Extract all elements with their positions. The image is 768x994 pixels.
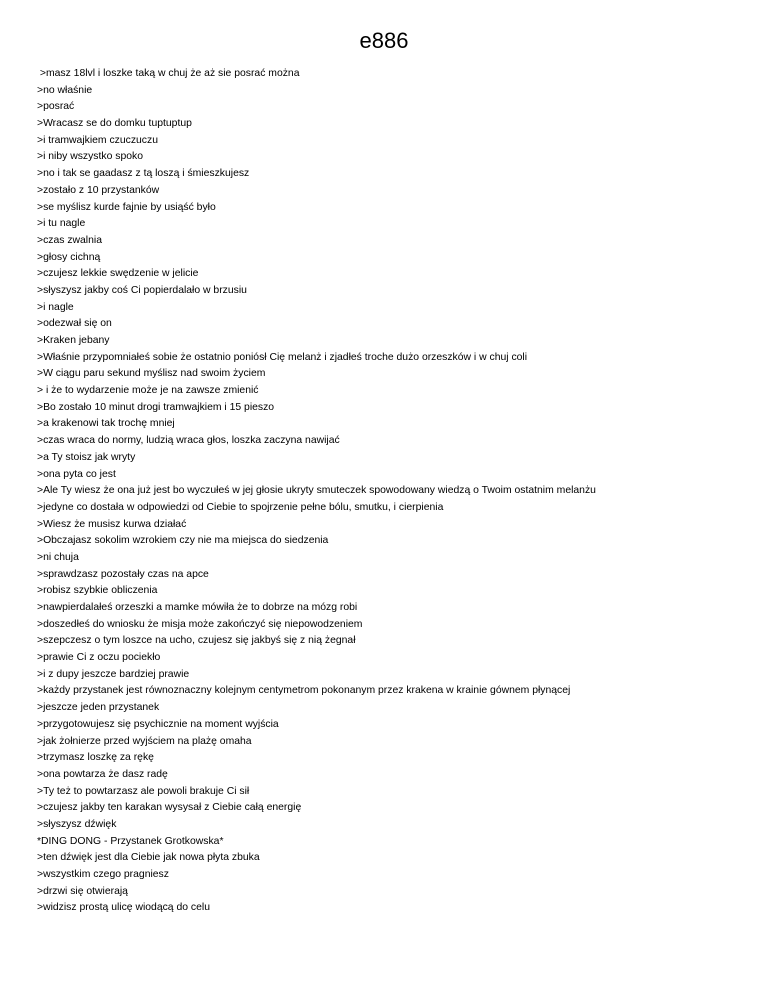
text-line: >jeszcze jeden przystanek — [37, 702, 160, 714]
text-line: >i tramwajkiem czuczuczu — [37, 134, 158, 146]
text-line: >se myślisz kurde fajnie by usiąść było — [37, 201, 216, 213]
document-body — [37, 66, 737, 917]
text-line: >Wracasz se do domku tuptuptup — [37, 118, 192, 130]
text-line: >jedyne co dostała w odpowiedzi od Ciebie to spojrzenie pełne bólu, smutku, i cierpienia — [37, 501, 444, 513]
text-line: >i nagle — [37, 301, 74, 313]
text-line: >i niby wszystko spoko — [37, 151, 143, 163]
text-line: >głosy cichną — [37, 251, 101, 263]
text-line: >słyszysz jakby coś Ci popierdalało w brzusiu — [37, 284, 247, 296]
text-line: >ni chuja — [37, 551, 79, 563]
text-line: >masz 18lvl i loszke taką w chuj że aż sie posrać można — [37, 68, 300, 79]
text-line: >prawie Ci z oczu pociekło — [37, 652, 161, 664]
text-line: >i tu nagle — [37, 218, 86, 230]
text-line: > i że to wydarzenie może je na zawsze zmienić — [37, 385, 259, 397]
text-line: >czas zwalnia — [37, 234, 102, 246]
text-line: >a Ty stoisz jak wryty — [37, 451, 136, 463]
text-line: >każdy przystanek jest równoznaczny kolejnym centymetrom pokonanym przez krakena w krainie gównem płynącej — [37, 685, 571, 697]
text-line: >czujesz jakby ten karakan wysysał z Ciebie całą energię — [37, 802, 302, 814]
text-line: >przygotowujesz się psychicznie na moment wyjścia — [37, 718, 279, 730]
text-line: >ona pyta co jest — [37, 468, 116, 480]
text-line: *DING DONG - Przystanek Grotkowska* — [37, 835, 224, 847]
text-line: >Właśnie przypomniałeś sobie że ostatnio poniósł Cię melanż i zjadłeś troche dużo orzeszków i w chuj coli — [37, 351, 528, 363]
text-line: >wszystkim czego pragniesz — [37, 869, 169, 880]
text-line: >widzisz prostą ulicę wiodącą do celu — [37, 902, 210, 914]
text-line: >czujesz lekkie swędzenie w jelicie — [37, 268, 199, 280]
text-line: >szepczesz o tym loszce na ucho, czujesz się jakbyś się z nią żegnał — [37, 635, 356, 647]
text-line: >Bo zostało 10 minut drogi tramwajkiem i 15 pieszo — [37, 401, 275, 413]
text-line: >słyszysz dźwięk — [37, 818, 117, 830]
text-line: >drzwi się otwierają — [37, 885, 128, 897]
text-line: >nawpierdalałeś orzeszki a mamke mówiła że to dobrze na mózg robi — [37, 602, 358, 613]
document-title: e886 — [359, 28, 409, 53]
text-line: >jak żołnierze przed wyjściem na plażę omaha — [37, 735, 252, 747]
text-line: >i z dupy jeszcze bardziej prawie — [37, 668, 190, 680]
text-line: >zostało z 10 przystanków — [37, 184, 160, 196]
text-line: >Kraken jebany — [37, 335, 110, 346]
text-line: >ten dźwięk jest dla Ciebie jak nowa płyta zbuka — [37, 852, 260, 864]
text-line: >posrać — [37, 101, 75, 113]
text-line: >Ale Ty wiesz że ona już jest bo wyczułeś w jej głosie ukryty smuteczek spowodowany wiedzą o Twoim ostatnim melanżu — [37, 485, 596, 497]
text-line: >ona powtarza że dasz radę — [37, 768, 168, 780]
text-line: >Ty też to powtarzasz ale powoli brakuje Ci sił — [37, 785, 250, 797]
text-line: >doszedłeś do wniosku że misja może zakończyć się niepowodzeniem — [37, 618, 363, 630]
text-line: >no właśnie — [37, 84, 93, 96]
text-line: >Wiesz że musisz kurwa działać — [37, 518, 187, 530]
text-line: >no i tak se gaadasz z tą loszą i śmieszkujesz — [37, 168, 250, 180]
text-line: >Obczajasz sokolim wzrokiem czy nie ma miejsca do siedzenia — [37, 535, 329, 547]
text-line: >sprawdzasz pozostały czas na apce — [37, 568, 209, 580]
text-line: >robisz szybkie obliczenia — [37, 585, 158, 597]
text-line: >czas wraca do normy, ludzią wraca głos, loszka zaczyna nawijać — [37, 435, 340, 447]
text-line: >odezwał się on — [37, 318, 112, 330]
text-line: >a krakenowi tak trochę mniej — [37, 418, 175, 430]
text-line: >trzymasz loszkę za rękę — [37, 752, 154, 764]
text-line: >W ciągu paru sekund myślisz nad swoim życiem — [37, 368, 266, 380]
